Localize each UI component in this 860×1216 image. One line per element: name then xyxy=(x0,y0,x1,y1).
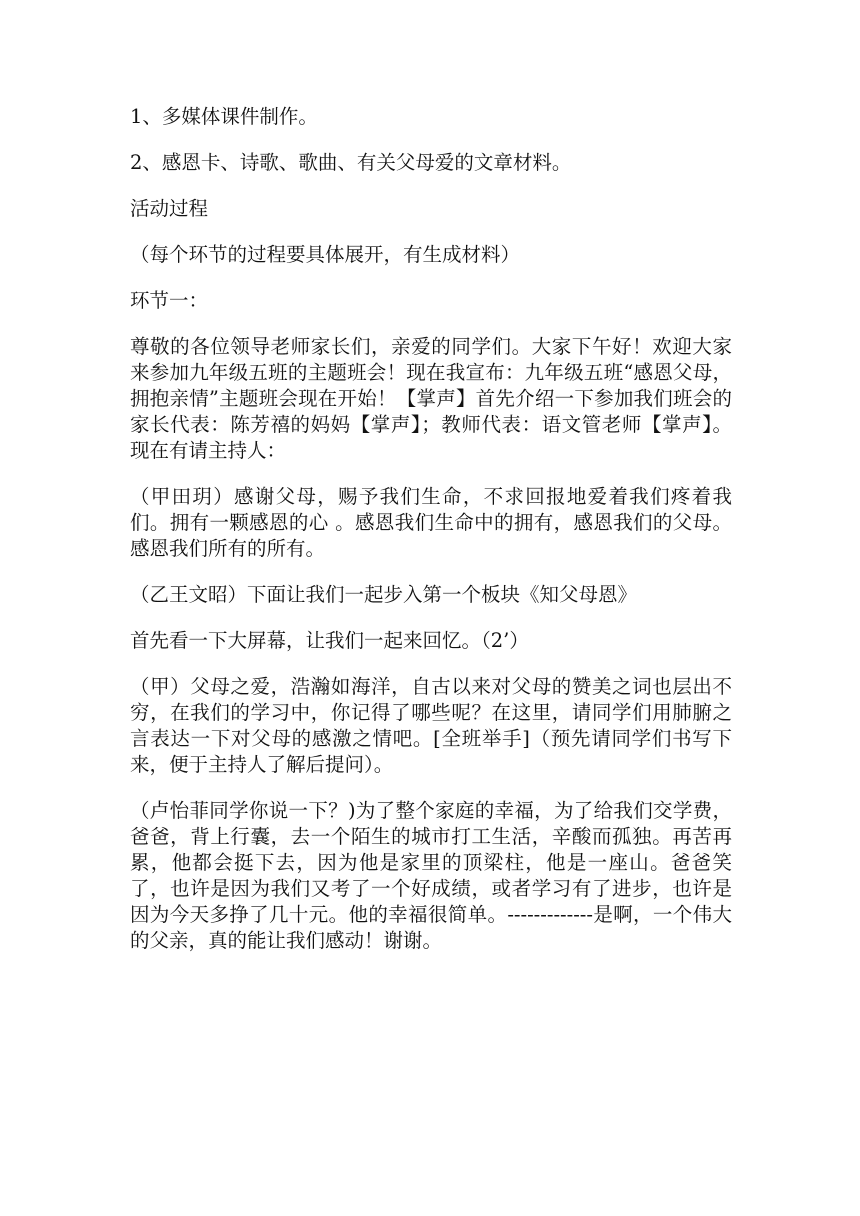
section-heading-activity-process: 活动过程 xyxy=(130,197,209,220)
screen-review-paragraph: 首先看一下大屏幕，让我们一起来回忆。（2’） xyxy=(130,629,529,652)
student-answer-paragraph: （卢怡菲同学你说一下？)为了整个家庭的幸福，为了给我们交学费，爸爸，背上行囊，去一个陌生的城市打工生活，辛酸而孤独。再苦再累，他都会挺下去，因为他是家里的顶梁柱，他是一座山。爸爸笑了，也许是因为我们又考了一个好成绩，或者学习有了进步，也许是因为今天多挣了几十元。他的幸福很简单。-------------是啊，一个伟大的父亲，真的能让我们感动！谢谢。 xyxy=(130,799,732,952)
document-page xyxy=(130,104,732,974)
preparation-item-2: 2、感恩卡、诗歌、歌曲、有关父母爱的文章材料。 xyxy=(130,151,572,174)
host-b-speech-paragraph: （乙王文昭）下面让我们一起步入第一个板块《知父母恩》 xyxy=(130,583,638,606)
preparation-item-1: 1、多媒体课件制作。 xyxy=(130,105,318,128)
opening-speech-paragraph: 尊敬的各位领导老师家长们，亲爱的同学们。大家下午好！欢迎大家来参加九年级五班的主题班会！现在我宣布：九年级五班“感恩父母，拥抱亲情”主题班会现在开始！【掌声】首先介绍一下参加我们班会的家长代表：陈芳禧的妈妈【掌声】；教师代表：语文管老师【掌声】。现在有请主持人： xyxy=(130,335,732,462)
process-note: （每个环节的过程要具体展开，有生成材料） xyxy=(130,243,521,266)
host-a-speech-paragraph: （甲田玥）感谢父母，赐予我们生命，不求回报地爱着我们疼着我们。拥有一颗感恩的心 。感恩我们生命中的拥有，感恩我们的父母。感恩我们所有的所有。 xyxy=(130,485,732,560)
section-heading-step-one: 环节一： xyxy=(130,289,209,312)
host-a-question-paragraph: （甲）父母之爱，浩瀚如海洋，自古以来对父母的赞美之词也层出不穷，在我们的学习中，你记得了哪些呢？在这里，请同学们用肺腑之言表达一下对父母的感激之情吧。[全班举手]（预先请同学们书写下来，便于主持人了解后提问）。 xyxy=(130,675,732,776)
